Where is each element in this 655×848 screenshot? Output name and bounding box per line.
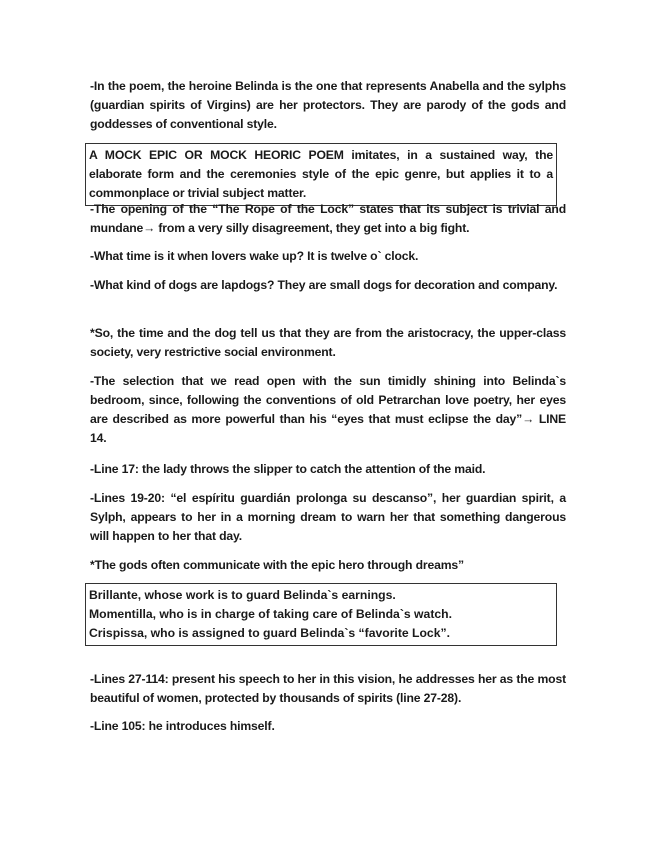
paragraph-selection: -The selection that we read open with the sun timidly shining into Belinda`s bedroom, since, following the conventions of old Petrarchan love poetry, her eyes are described as more powerful than his “eyes that must eclipse the day”→ LINE 14.	[90, 374, 566, 445]
sylphs-box	[85, 583, 557, 646]
sylph-momentilla: Momentilla, who is in charge of taking care of Belinda`s watch.	[89, 607, 452, 621]
mock-epic-definition: A MOCK EPIC OR MOCK HEORIC POEM imitates, in a sustained way, the elaborate form and the ceremonies style of the epic genre, but applies it to a commonplace or trivial subject matter.	[89, 148, 553, 200]
paragraph-lines-19-20: -Lines 19-20: “el espíritu guardián prolonga su descanso”, her guardian spirit, a Sylph, appears to her in a morning dream to warn her that something dangerous will happen to her that day.	[90, 491, 566, 543]
paragraph-belinda-sylphs: -In the poem, the heroine Belinda is the one that represents Anabella and the sylphs (guardian spirits of Virgins) are her protectors. They are parody of the gods and goddesses of conventional style.	[90, 79, 566, 131]
sylph-brillante: Brillante, whose work is to guard Belinda`s earnings.	[89, 588, 396, 602]
paragraph-lines-27-114: -Lines 27-114: present his speech to her in this vision, he addresses her as the most beautiful of women, protected by thousands of spirits (line 27-28).	[90, 672, 566, 705]
sylph-crispissa: Crispissa, who is assigned to guard Belinda`s “favorite Lock”.	[89, 626, 450, 640]
paragraph-lapdogs: -What kind of dogs are lapdogs? They are small dogs for decoration and company.	[90, 278, 558, 292]
paragraph-line-105: -Line 105: he introduces himself.	[90, 719, 275, 733]
paragraph-opening: -The opening of the “The Rope of the Lock” states that its subject is trivial and mundane→ from a very silly disagreement, they get into a big fight.	[90, 202, 566, 235]
paragraph-line-17: -Line 17: the lady throws the slipper to catch the attention of the maid.	[90, 462, 486, 476]
paragraph-lovers-wake: -What time is it when lovers wake up? It is twelve o` clock.	[90, 249, 419, 263]
mock-epic-definition-box	[85, 143, 557, 206]
paragraph-aristocracy: *So, the time and the dog tell us that they are from the aristocracy, the upper-class society, very restrictive social environment.	[90, 326, 566, 359]
paragraph-gods-dreams: *The gods often communicate with the epic hero through dreams”	[90, 558, 464, 572]
